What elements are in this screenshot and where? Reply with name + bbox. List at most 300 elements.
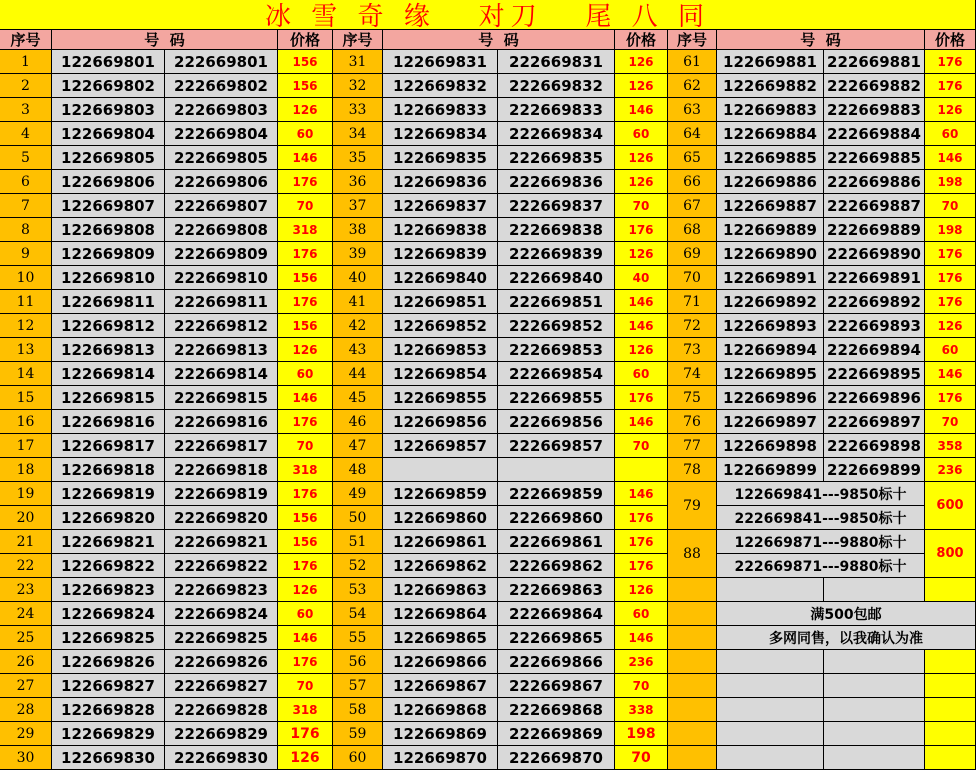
row-number-2 — [498, 458, 615, 482]
row-seq: 38 — [333, 218, 383, 242]
row-seq: 10 — [0, 266, 52, 290]
row-number-1: 122669803 — [52, 98, 165, 122]
row-price: 146 — [615, 98, 668, 122]
row-number-1: 122669882 — [717, 74, 824, 98]
row-number-2: 222669807 — [165, 194, 278, 218]
row-number-1: 122669854 — [383, 362, 498, 386]
row-price: 126 — [615, 242, 668, 266]
row-number-2: 222669852 — [498, 314, 615, 338]
row-seq: 32 — [333, 74, 383, 98]
empty-seq — [668, 602, 717, 626]
row-number-1: 122669817 — [52, 434, 165, 458]
row-price: 176 — [925, 242, 976, 266]
row-number-1: 122669897 — [717, 410, 824, 434]
row-seq: 27 — [0, 674, 52, 698]
row-seq: 64 — [668, 122, 717, 146]
row-price: 126 — [278, 338, 333, 362]
row-number-2: 222669884 — [824, 122, 925, 146]
row-number-2: 222669802 — [165, 74, 278, 98]
row-number-2: 222669890 — [824, 242, 925, 266]
row-number-1: 122669895 — [717, 362, 824, 386]
row-price: 70 — [278, 434, 333, 458]
block-seq: 79 — [668, 482, 717, 530]
row-seq: 40 — [333, 266, 383, 290]
row-price: 126 — [615, 146, 668, 170]
row-price: 176 — [278, 290, 333, 314]
row-number-1: 122669864 — [383, 602, 498, 626]
row-seq: 14 — [0, 362, 52, 386]
empty-price — [925, 746, 976, 770]
row-number-1: 122669860 — [383, 506, 498, 530]
row-price: 176 — [925, 290, 976, 314]
row-seq: 41 — [333, 290, 383, 314]
row-number-1: 122669887 — [717, 194, 824, 218]
row-number-2: 222669840 — [498, 266, 615, 290]
row-number-1: 122669865 — [383, 626, 498, 650]
row-seq: 9 — [0, 242, 52, 266]
row-price: 198 — [925, 170, 976, 194]
row-seq: 25 — [0, 626, 52, 650]
row-number-2: 222669836 — [498, 170, 615, 194]
row-number-2: 222669805 — [165, 146, 278, 170]
empty-cell — [824, 650, 925, 674]
row-price: 126 — [615, 50, 668, 74]
row-seq: 24 — [0, 602, 52, 626]
row-price: 318 — [278, 698, 333, 722]
row-price: 176 — [278, 482, 333, 506]
row-number-2: 222669891 — [824, 266, 925, 290]
row-number-1: 122669829 — [52, 722, 165, 746]
row-number-1: 122669896 — [717, 386, 824, 410]
row-price: 176 — [925, 266, 976, 290]
row-number-1: 122669832 — [383, 74, 498, 98]
row-seq: 50 — [333, 506, 383, 530]
row-price: 126 — [615, 74, 668, 98]
row-price: 60 — [615, 122, 668, 146]
row-number-1: 122669839 — [383, 242, 498, 266]
row-number-2: 222669870 — [498, 746, 615, 770]
row-number-1: 122669831 — [383, 50, 498, 74]
row-price: 60 — [278, 122, 333, 146]
row-seq: 69 — [668, 242, 717, 266]
row-number-1 — [383, 458, 498, 482]
row-seq: 6 — [0, 170, 52, 194]
row-number-1: 122669869 — [383, 722, 498, 746]
row-price: 156 — [278, 506, 333, 530]
row-number-1: 122669821 — [52, 530, 165, 554]
row-number-2: 222669861 — [498, 530, 615, 554]
empty-seq — [668, 722, 717, 746]
row-price: 60 — [278, 602, 333, 626]
note-free-shipping: 满500包邮 — [717, 602, 976, 626]
block-line: 122669871---9880标十 — [717, 530, 925, 554]
row-price: 60 — [278, 362, 333, 386]
row-price: 156 — [278, 266, 333, 290]
row-number-2: 222669883 — [824, 98, 925, 122]
row-number-1: 122669835 — [383, 146, 498, 170]
row-seq: 70 — [668, 266, 717, 290]
empty-cell — [717, 722, 824, 746]
row-seq: 21 — [0, 530, 52, 554]
row-number-2: 222669865 — [498, 626, 615, 650]
row-number-2: 222669819 — [165, 482, 278, 506]
row-number-2: 222669882 — [824, 74, 925, 98]
row-seq: 4 — [0, 122, 52, 146]
row-seq: 20 — [0, 506, 52, 530]
row-number-1: 122669881 — [717, 50, 824, 74]
row-price: 338 — [615, 698, 668, 722]
row-price: 70 — [925, 410, 976, 434]
row-price: 146 — [615, 314, 668, 338]
row-number-1: 122669813 — [52, 338, 165, 362]
row-number-2: 222669839 — [498, 242, 615, 266]
row-seq: 3 — [0, 98, 52, 122]
row-number-1: 122669828 — [52, 698, 165, 722]
row-price: 176 — [278, 410, 333, 434]
row-price: 176 — [615, 386, 668, 410]
row-number-2: 222669864 — [498, 602, 615, 626]
row-seq: 58 — [333, 698, 383, 722]
row-price: 176 — [615, 506, 668, 530]
row-seq: 75 — [668, 386, 717, 410]
row-price: 318 — [278, 458, 333, 482]
row-price: 70 — [615, 674, 668, 698]
empty-price — [925, 722, 976, 746]
row-number-2: 222669893 — [824, 314, 925, 338]
header-number: 号 码 — [383, 30, 615, 50]
row-number-1: 122669807 — [52, 194, 165, 218]
empty-cell — [717, 578, 824, 602]
row-number-2: 222669887 — [824, 194, 925, 218]
row-number-2: 222669822 — [165, 554, 278, 578]
row-price: 146 — [925, 146, 976, 170]
row-seq: 44 — [333, 362, 383, 386]
empty-cell — [824, 722, 925, 746]
row-price: 176 — [615, 554, 668, 578]
row-number-1: 122669866 — [383, 650, 498, 674]
empty-cell — [717, 674, 824, 698]
row-number-2: 222669818 — [165, 458, 278, 482]
row-seq: 33 — [333, 98, 383, 122]
row-seq: 53 — [333, 578, 383, 602]
row-number-1: 122669834 — [383, 122, 498, 146]
row-number-1: 122669808 — [52, 218, 165, 242]
row-number-2: 222669817 — [165, 434, 278, 458]
row-number-2: 222669896 — [824, 386, 925, 410]
row-number-2: 222669863 — [498, 578, 615, 602]
row-number-2: 222669827 — [165, 674, 278, 698]
row-seq: 63 — [668, 98, 717, 122]
row-number-1: 122669898 — [717, 434, 824, 458]
row-number-1: 122669814 — [52, 362, 165, 386]
row-seq: 67 — [668, 194, 717, 218]
row-price: 156 — [278, 74, 333, 98]
row-seq: 7 — [0, 194, 52, 218]
block-line: 222669871---9880标十 — [717, 554, 925, 578]
row-number-1: 122669836 — [383, 170, 498, 194]
row-number-1: 122669859 — [383, 482, 498, 506]
row-price: 126 — [615, 170, 668, 194]
row-number-2: 222669804 — [165, 122, 278, 146]
row-seq: 59 — [333, 722, 383, 746]
row-number-1: 122669885 — [717, 146, 824, 170]
row-number-1: 122669886 — [717, 170, 824, 194]
row-price: 176 — [925, 74, 976, 98]
row-number-2: 222669806 — [165, 170, 278, 194]
row-number-1: 122669802 — [52, 74, 165, 98]
row-number-2: 222669837 — [498, 194, 615, 218]
block-line: 222669841---9850标十 — [717, 506, 925, 530]
row-number-2: 222669862 — [498, 554, 615, 578]
row-seq: 65 — [668, 146, 717, 170]
row-seq: 74 — [668, 362, 717, 386]
row-seq: 78 — [668, 458, 717, 482]
empty-cell — [824, 578, 925, 602]
row-number-1: 122669870 — [383, 746, 498, 770]
row-number-1: 122669868 — [383, 698, 498, 722]
row-seq: 73 — [668, 338, 717, 362]
row-number-1: 122669861 — [383, 530, 498, 554]
row-price: 70 — [615, 194, 668, 218]
row-number-1: 122669815 — [52, 386, 165, 410]
row-number-2: 222669898 — [824, 434, 925, 458]
row-price: 176 — [925, 386, 976, 410]
row-price: 70 — [278, 194, 333, 218]
row-number-2: 222669899 — [824, 458, 925, 482]
row-price: 146 — [615, 290, 668, 314]
row-number-1: 122669852 — [383, 314, 498, 338]
row-number-1: 122669851 — [383, 290, 498, 314]
row-number-1: 122669804 — [52, 122, 165, 146]
row-number-1: 122669867 — [383, 674, 498, 698]
row-seq: 57 — [333, 674, 383, 698]
row-seq: 11 — [0, 290, 52, 314]
row-price: 60 — [925, 122, 976, 146]
row-price: 198 — [925, 218, 976, 242]
row-seq: 37 — [333, 194, 383, 218]
row-number-1: 122669825 — [52, 626, 165, 650]
row-seq: 51 — [333, 530, 383, 554]
row-price: 176 — [278, 242, 333, 266]
row-price: 60 — [615, 602, 668, 626]
row-price: 156 — [278, 530, 333, 554]
row-number-2: 222669838 — [498, 218, 615, 242]
row-number-2: 222669835 — [498, 146, 615, 170]
row-price: 126 — [278, 578, 333, 602]
row-number-2: 222669866 — [498, 650, 615, 674]
row-seq: 12 — [0, 314, 52, 338]
row-seq: 77 — [668, 434, 717, 458]
row-number-2: 222669811 — [165, 290, 278, 314]
row-price: 358 — [925, 434, 976, 458]
row-seq: 66 — [668, 170, 717, 194]
row-number-1: 122669830 — [52, 746, 165, 770]
row-seq: 52 — [333, 554, 383, 578]
row-number-1: 122669837 — [383, 194, 498, 218]
row-seq: 61 — [668, 50, 717, 74]
row-number-1: 122669819 — [52, 482, 165, 506]
row-number-1: 122669863 — [383, 578, 498, 602]
row-number-2: 222669869 — [498, 722, 615, 746]
empty-seq — [668, 650, 717, 674]
row-price: 176 — [615, 218, 668, 242]
row-number-2: 222669834 — [498, 122, 615, 146]
row-number-2: 222669820 — [165, 506, 278, 530]
row-seq: 72 — [668, 314, 717, 338]
empty-cell — [717, 746, 824, 770]
row-number-1: 122669809 — [52, 242, 165, 266]
row-seq: 35 — [333, 146, 383, 170]
row-seq: 34 — [333, 122, 383, 146]
row-seq: 36 — [333, 170, 383, 194]
row-seq: 2 — [0, 74, 52, 98]
empty-cell — [824, 674, 925, 698]
row-number-2: 222669854 — [498, 362, 615, 386]
row-price: 146 — [615, 410, 668, 434]
row-number-2: 222669833 — [498, 98, 615, 122]
row-seq: 29 — [0, 722, 52, 746]
header-seq: 序号 — [668, 30, 717, 50]
empty-seq — [668, 626, 717, 650]
row-seq: 55 — [333, 626, 383, 650]
block-price: 800 — [925, 530, 976, 578]
row-seq: 17 — [0, 434, 52, 458]
row-price: 60 — [615, 362, 668, 386]
row-price: 70 — [278, 674, 333, 698]
row-number-2: 222669881 — [824, 50, 925, 74]
row-seq: 42 — [333, 314, 383, 338]
row-seq: 8 — [0, 218, 52, 242]
row-number-2: 222669857 — [498, 434, 615, 458]
row-seq: 46 — [333, 410, 383, 434]
row-number-2: 222669825 — [165, 626, 278, 650]
row-number-2: 222669892 — [824, 290, 925, 314]
row-price: 146 — [615, 482, 668, 506]
row-seq: 39 — [333, 242, 383, 266]
row-seq: 56 — [333, 650, 383, 674]
row-number-1: 122669891 — [717, 266, 824, 290]
row-seq: 5 — [0, 146, 52, 170]
header-price: 价格 — [925, 30, 976, 50]
row-number-1: 122669805 — [52, 146, 165, 170]
row-price: 318 — [278, 218, 333, 242]
empty-price — [925, 578, 976, 602]
row-seq: 60 — [333, 746, 383, 770]
row-price: 176 — [278, 170, 333, 194]
row-seq: 28 — [0, 698, 52, 722]
empty-seq — [668, 674, 717, 698]
row-price: 126 — [278, 98, 333, 122]
row-price: 146 — [615, 626, 668, 650]
row-number-1: 122669857 — [383, 434, 498, 458]
row-seq: 48 — [333, 458, 383, 482]
row-price: 176 — [615, 530, 668, 554]
row-price: 126 — [278, 746, 333, 770]
row-seq: 22 — [0, 554, 52, 578]
empty-seq — [668, 746, 717, 770]
row-number-2: 222669867 — [498, 674, 615, 698]
row-number-1: 122669883 — [717, 98, 824, 122]
row-price: 126 — [615, 578, 668, 602]
row-seq: 1 — [0, 50, 52, 74]
row-price: 126 — [925, 314, 976, 338]
row-seq: 30 — [0, 746, 52, 770]
row-price: 176 — [925, 50, 976, 74]
row-number-2: 222669814 — [165, 362, 278, 386]
row-price: 236 — [925, 458, 976, 482]
row-price: 146 — [278, 626, 333, 650]
row-number-1: 122669806 — [52, 170, 165, 194]
block-price: 600 — [925, 482, 976, 530]
row-number-1: 122669889 — [717, 218, 824, 242]
header-seq: 序号 — [333, 30, 383, 50]
row-price: 146 — [278, 146, 333, 170]
row-number-2: 222669816 — [165, 410, 278, 434]
row-number-1: 122669818 — [52, 458, 165, 482]
row-number-2: 222669808 — [165, 218, 278, 242]
row-number-2: 222669809 — [165, 242, 278, 266]
row-seq: 16 — [0, 410, 52, 434]
row-number-1: 122669838 — [383, 218, 498, 242]
row-number-2: 222669813 — [165, 338, 278, 362]
empty-cell — [824, 698, 925, 722]
row-number-1: 122669855 — [383, 386, 498, 410]
row-number-2: 222669810 — [165, 266, 278, 290]
row-seq: 71 — [668, 290, 717, 314]
row-number-2: 222669894 — [824, 338, 925, 362]
row-seq: 31 — [333, 50, 383, 74]
row-number-2: 222669851 — [498, 290, 615, 314]
row-price: 60 — [925, 338, 976, 362]
row-price: 126 — [925, 98, 976, 122]
row-number-1: 122669827 — [52, 674, 165, 698]
header-number: 号 码 — [717, 30, 925, 50]
block-line: 122669841---9850标十 — [717, 482, 925, 506]
row-number-2: 222669824 — [165, 602, 278, 626]
row-price: 176 — [278, 650, 333, 674]
header-seq: 序号 — [0, 30, 52, 50]
row-price: 146 — [278, 386, 333, 410]
row-price: 70 — [615, 746, 668, 770]
empty-price — [925, 698, 976, 722]
row-seq: 13 — [0, 338, 52, 362]
empty-price — [925, 650, 976, 674]
sheet-title: 冰 雪 奇 缘 对刀 尾 八 同 — [0, 0, 976, 30]
row-seq: 26 — [0, 650, 52, 674]
row-number-2: 222669832 — [498, 74, 615, 98]
row-seq: 68 — [668, 218, 717, 242]
header-number: 号 码 — [52, 30, 278, 50]
row-price: 156 — [278, 50, 333, 74]
row-price: 70 — [925, 194, 976, 218]
row-number-1: 122669824 — [52, 602, 165, 626]
row-number-1: 122669894 — [717, 338, 824, 362]
row-number-1: 122669826 — [52, 650, 165, 674]
row-number-2: 222669855 — [498, 386, 615, 410]
row-seq: 62 — [668, 74, 717, 98]
row-seq: 45 — [333, 386, 383, 410]
row-seq: 18 — [0, 458, 52, 482]
row-number-1: 122669801 — [52, 50, 165, 74]
row-price: 176 — [278, 722, 333, 746]
row-number-2: 222669830 — [165, 746, 278, 770]
row-price: 70 — [615, 434, 668, 458]
row-seq: 76 — [668, 410, 717, 434]
header-price: 价格 — [615, 30, 668, 50]
row-price: 198 — [615, 722, 668, 746]
row-seq: 47 — [333, 434, 383, 458]
empty-cell — [717, 698, 824, 722]
